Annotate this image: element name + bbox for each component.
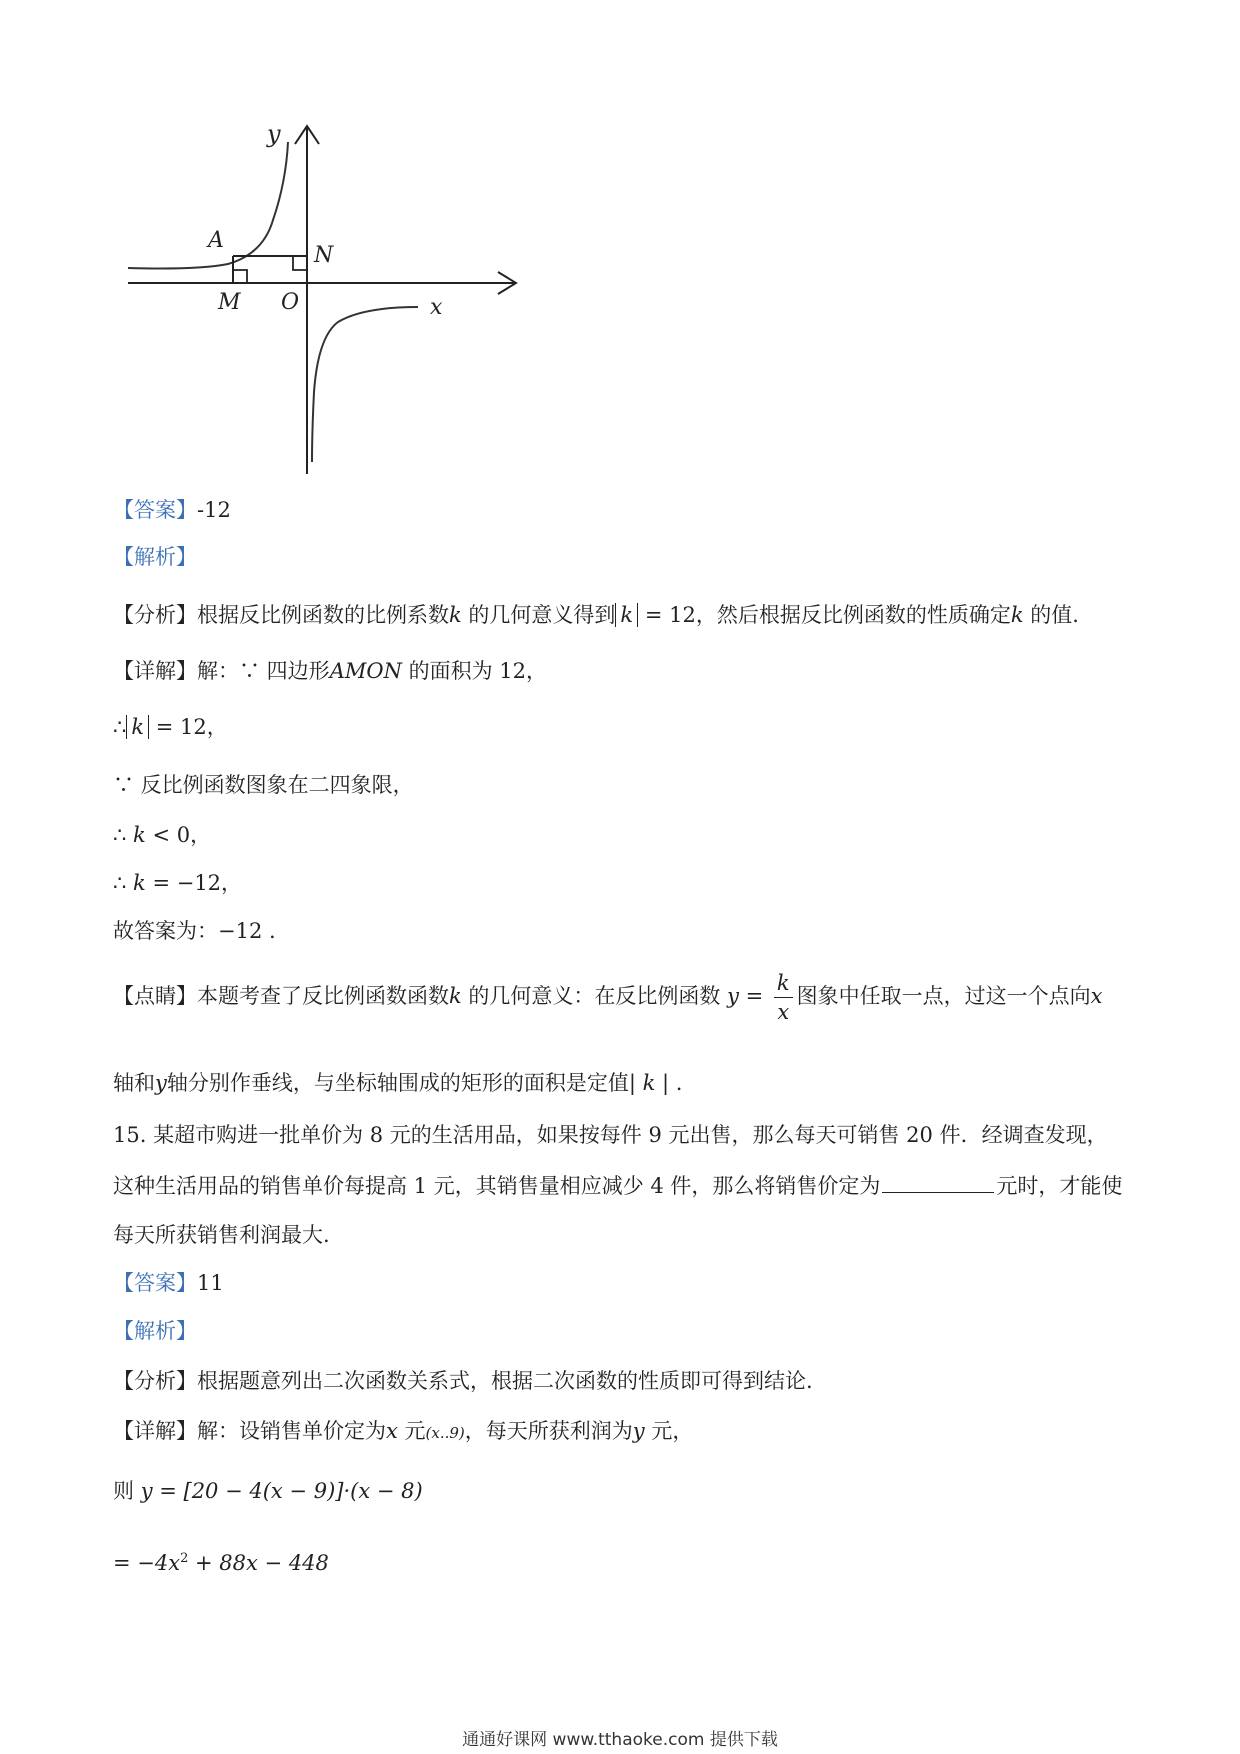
q15-question-line1 xyxy=(113,1120,1108,1150)
fenxi-text: 根据题意列出二次函数关系式，根据二次函数的性质即可得到结论. xyxy=(197,1369,813,1393)
xiangjie-text: ，每天所获利润为 xyxy=(464,1419,633,1443)
label-x: x xyxy=(430,295,443,320)
math-eq: < 0， xyxy=(145,823,212,847)
fraction-denominator: x xyxy=(777,1000,790,1024)
answer-tag: 【答案】 xyxy=(113,498,197,522)
x-axis xyxy=(128,272,516,294)
question-text: 这种生活用品的销售单价每提高 1 元，其销售量相应减少 4 件，那么将销售价定为 xyxy=(113,1174,881,1198)
equation: = −4x xyxy=(113,1551,181,1575)
label-y: y xyxy=(267,122,281,148)
dianjing-text: 本题考查了反比例函数函数 xyxy=(197,984,449,1008)
question-text: 每天所获销售利润最大. xyxy=(113,1223,330,1247)
q14-fenxi-line xyxy=(113,600,1079,630)
q15-answer-line xyxy=(113,1268,224,1298)
q15-question-line2 xyxy=(113,1170,1122,1201)
q15-eq1 xyxy=(113,1476,423,1506)
q14-dianjing-line xyxy=(113,968,1103,1026)
abs-k: | k | xyxy=(628,1071,670,1095)
q14-jiexi-line xyxy=(113,542,197,572)
answer-blank xyxy=(882,1170,994,1193)
q15-eq2 xyxy=(113,1544,329,1578)
therefore: ∴ xyxy=(113,715,127,739)
function-graph xyxy=(128,122,520,474)
dianjing-text: . xyxy=(669,1071,683,1095)
jiexi-tag: 【解析】 xyxy=(113,1319,197,1343)
xiangjie-tag: 【详解】 xyxy=(113,659,197,683)
q14-step2 xyxy=(113,770,414,800)
equation: y = [20 − 4(x − 9)]·(x − 8) xyxy=(140,1479,423,1503)
dianjing-tag: 【点睛】 xyxy=(113,984,197,1008)
xiangjie-text: 元 xyxy=(397,1419,426,1443)
abs-k: k xyxy=(615,603,638,627)
eq-prefix: 则 xyxy=(113,1479,141,1503)
math-k: k xyxy=(1010,603,1024,627)
q15-question-line3 xyxy=(113,1220,330,1250)
step-text: ∵ 反比例函数图象在二四象限， xyxy=(113,773,414,797)
math-y: y xyxy=(632,1419,645,1443)
answer-tag: 【答案】 xyxy=(113,1271,197,1295)
equation: + 88x − 448 xyxy=(188,1551,329,1575)
q15-jiexi-line xyxy=(113,1316,197,1346)
fenxi-text: 根据反比例函数的比例系数 xyxy=(197,603,449,627)
therefore: ∴ xyxy=(113,823,134,847)
abs-k: k xyxy=(126,715,149,739)
label-n: N xyxy=(314,243,334,268)
question-text: 元时，才能使 xyxy=(996,1174,1123,1198)
label-m: M xyxy=(218,290,241,315)
fenxi-text: 的几何意义得到 xyxy=(461,603,616,627)
math-y: y xyxy=(155,1071,167,1095)
fenxi-tag: 【分析】 xyxy=(113,603,197,627)
math-condition: (x..9) xyxy=(425,1424,465,1442)
xiangjie-tag: 【详解】 xyxy=(113,1419,197,1443)
q15-fenxi-line xyxy=(113,1366,813,1396)
q15-xiangjie-line xyxy=(113,1416,693,1448)
q14-step5 xyxy=(113,916,276,946)
fenxi-text: ，然后根据反比例函数的性质确定 xyxy=(695,603,1011,627)
math-amon: AMON xyxy=(329,659,402,683)
q14-step1 xyxy=(113,712,228,742)
dianjing-text: 的几何意义：在反比例函数 xyxy=(461,984,728,1008)
q14-xiangjie-line xyxy=(113,656,547,686)
dianjing-text: 轴和 xyxy=(113,1071,155,1095)
page-footer: 通通好课网 www.tthaoke.com 提供下载 xyxy=(462,1730,778,1750)
dianjing-text: 轴分别作垂线，与坐标轴围成的矩形的面积是定值 xyxy=(166,1071,629,1095)
math-eq: = xyxy=(738,984,770,1008)
math-eq: = 12， xyxy=(149,715,228,739)
fenxi-tag: 【分析】 xyxy=(113,1369,197,1393)
q14-dianjing-line2 xyxy=(113,1068,682,1098)
xiangjie-text: 解：设销售单价定为 xyxy=(197,1419,386,1443)
q14-step3 xyxy=(113,820,211,850)
xiangjie-text: 解：∵ 四边形 xyxy=(197,659,330,683)
q14-step4 xyxy=(113,868,242,898)
step-text: 故答案为：−12 . xyxy=(113,919,276,943)
question-text: 15. 某超市购进一批单价为 8 元的生活用品，如果按每件 9 元出售，那么每天可销售 20 件．经调查发现， xyxy=(113,1123,1108,1147)
jiexi-tag: 【解析】 xyxy=(113,545,197,569)
xiangjie-text: 的面积为 12， xyxy=(401,659,548,683)
fraction-k-over-x xyxy=(774,969,793,1026)
math-x: x xyxy=(1090,984,1103,1008)
math-k: k xyxy=(133,871,146,895)
label-o: O xyxy=(281,290,300,315)
math-eq: = −12， xyxy=(145,871,243,895)
math-eq: = 12 xyxy=(638,603,696,627)
math-y: y xyxy=(727,984,739,1008)
therefore: ∴ xyxy=(113,871,134,895)
xiangjie-text: 元， xyxy=(644,1419,694,1443)
math-k: k xyxy=(449,984,462,1008)
q14-answer-line xyxy=(113,495,231,525)
math-k: k xyxy=(133,823,146,847)
answer-value: -12 xyxy=(197,498,231,522)
math-x: x xyxy=(386,1419,398,1443)
exponent: 2 xyxy=(180,1551,189,1566)
math-k: k xyxy=(449,603,462,627)
label-a: A xyxy=(208,228,224,253)
rectangle-amon xyxy=(233,256,307,283)
dianjing-text: 图象中任取一点，过这一个点向 xyxy=(796,984,1091,1008)
fraction-numerator: k xyxy=(774,969,793,998)
answer-value: 11 xyxy=(197,1271,224,1295)
hyperbola-right-branch xyxy=(312,307,418,462)
fenxi-text: 的值. xyxy=(1023,603,1079,627)
